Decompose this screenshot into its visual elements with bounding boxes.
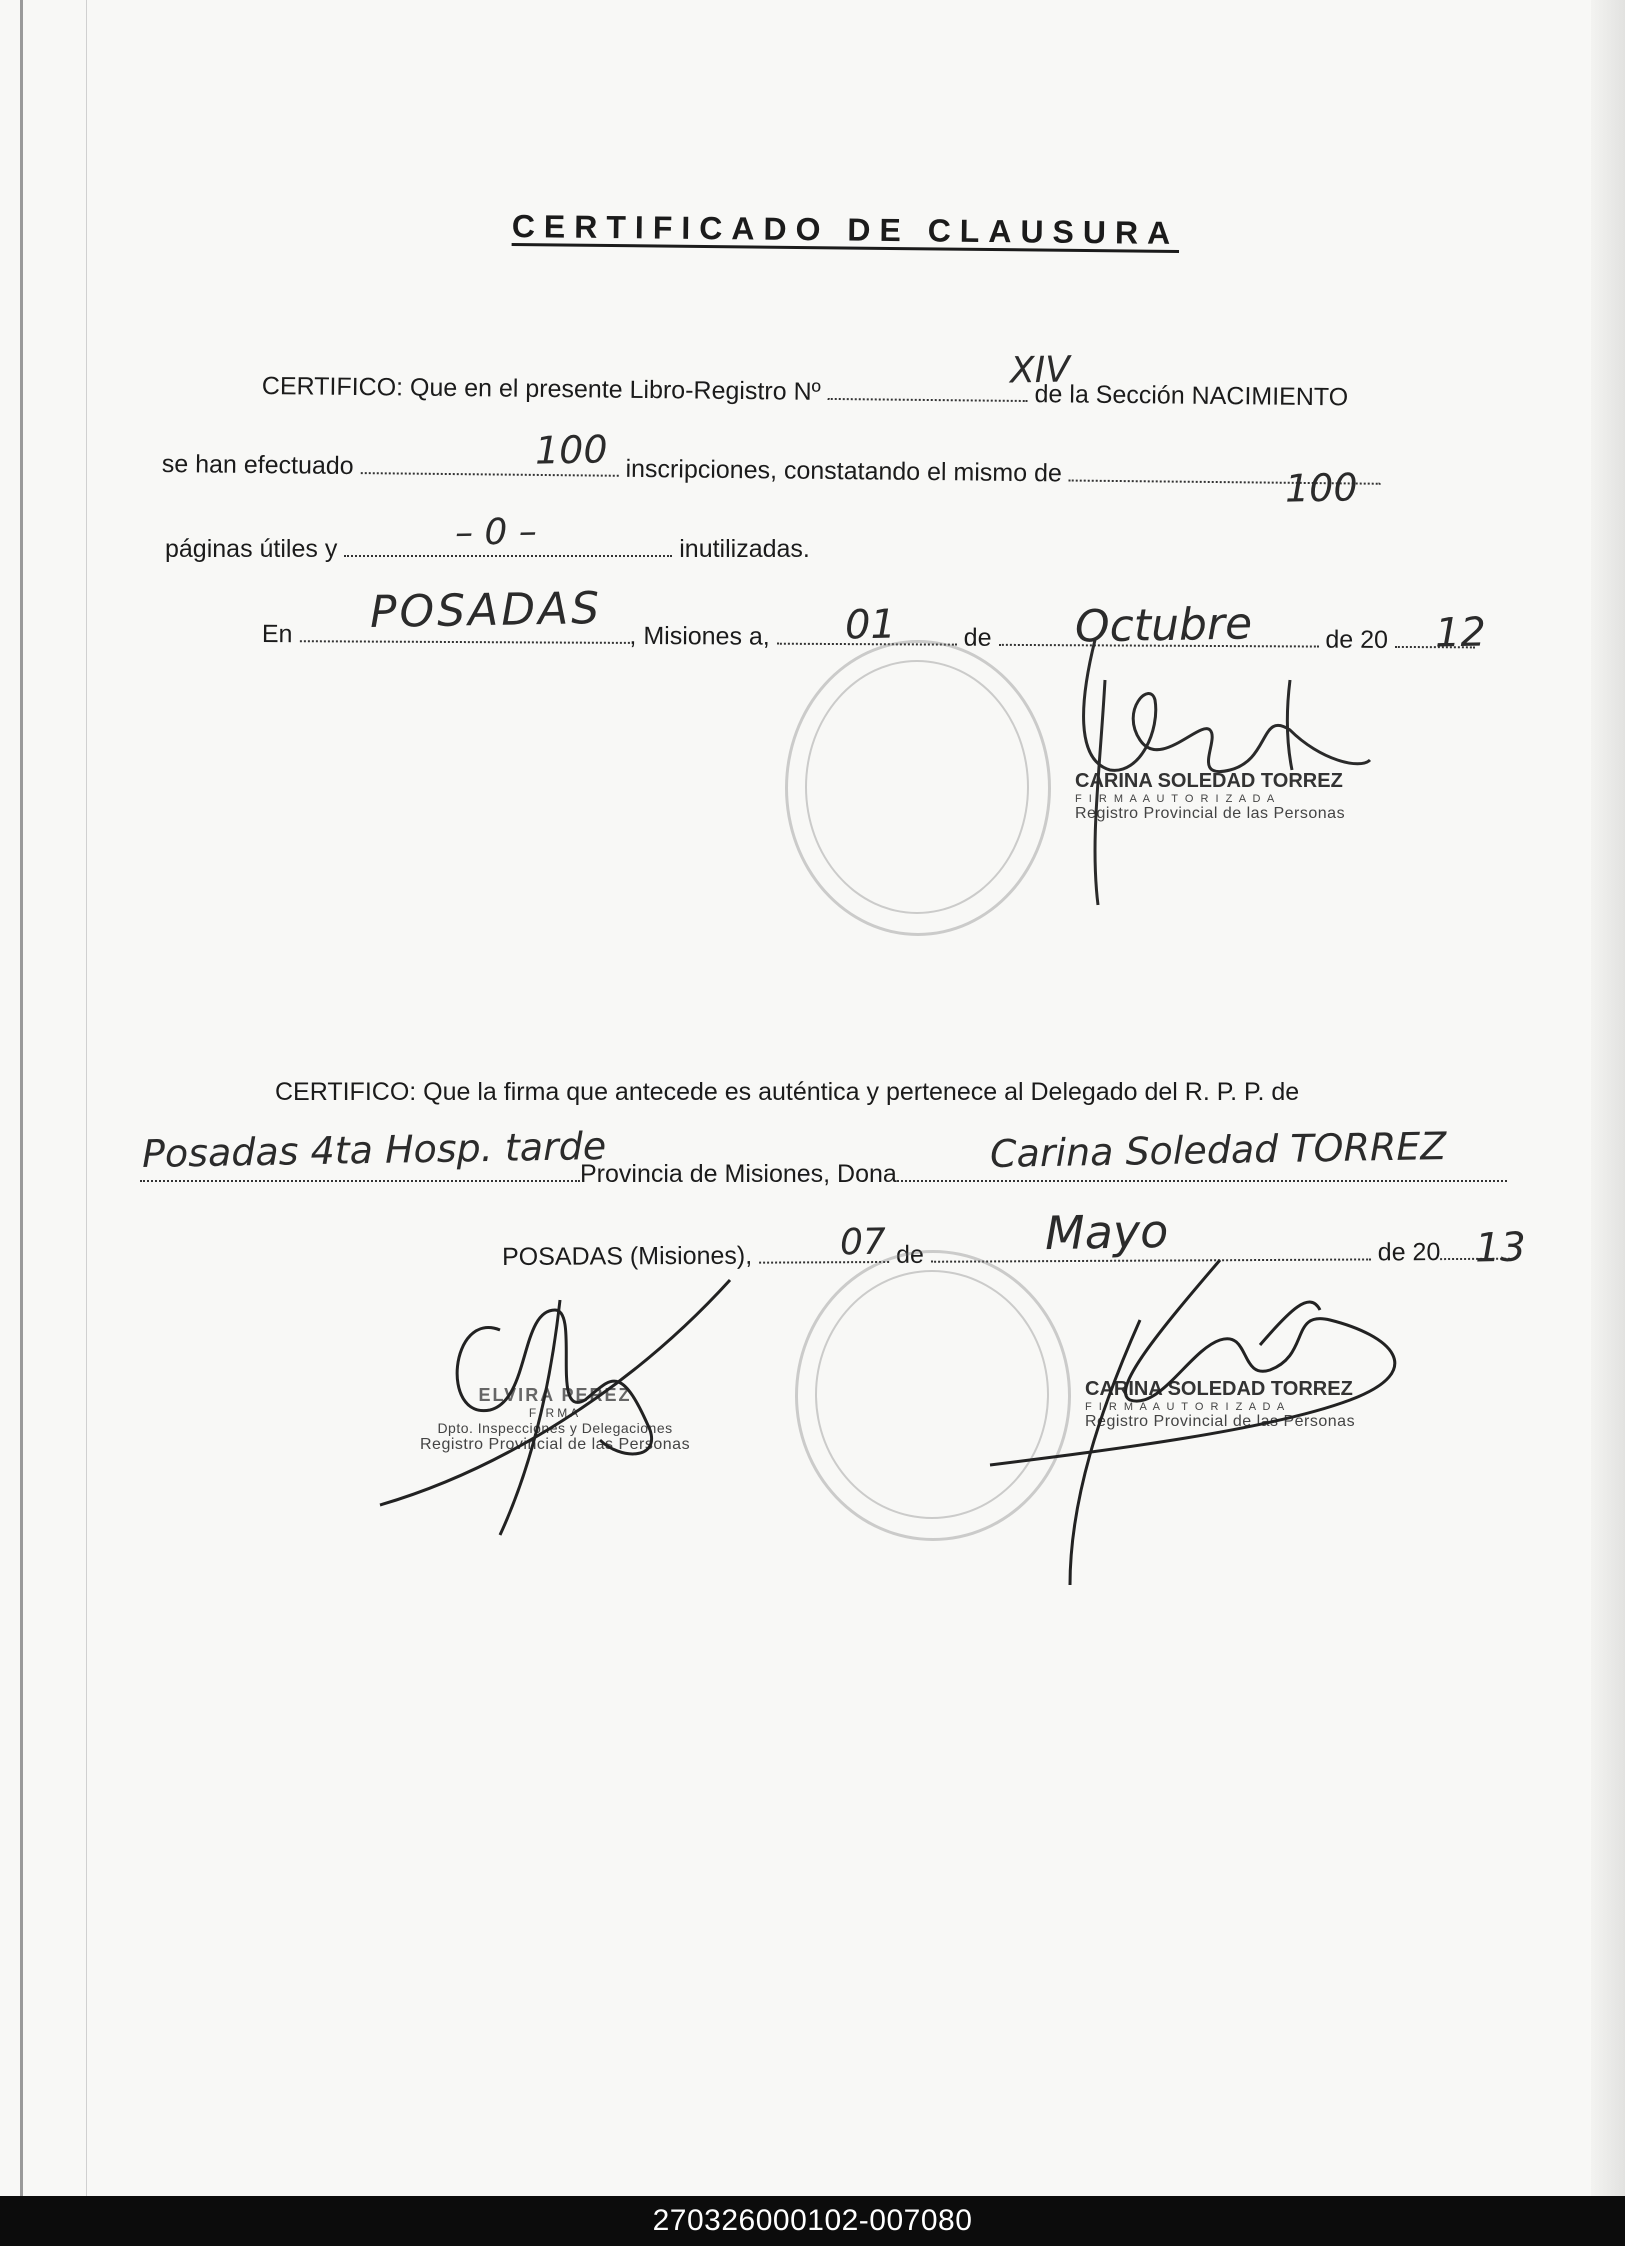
year2-handwritten: 13 [1474, 1224, 1527, 1272]
signature-3-scribble [380, 1270, 740, 1540]
delegation-handwritten: Posadas 4ta Hosp. tarde [141, 1123, 607, 1177]
pages-void-handwritten: – 0 – [454, 511, 538, 554]
pages-useful-handwritten: 100 [1284, 465, 1358, 511]
binding-line [20, 0, 23, 2196]
sig3-role: FIRMA [528, 1406, 582, 1420]
month2-handwritten: Mayo [1044, 1203, 1169, 1261]
cert1-line1-prefix: CERTIFICO: Que en el presente Libro-Registro Nº [261, 372, 821, 406]
year2-prefix: de 20 [1377, 1238, 1441, 1267]
place-prefix: En [261, 620, 293, 649]
misiones-a-label: , Misiones a, [629, 621, 770, 651]
sig1-name: CARINA SOLEDAD TORREZ [1075, 770, 1343, 792]
year1-prefix: de 20 [1325, 625, 1389, 654]
official-seal-inner-ring [805, 660, 1029, 914]
sig2-office: Registro Provincial de las Personas [1085, 1413, 1356, 1430]
provincia-label: Provincia de Misiones, Don [580, 1160, 883, 1188]
cert1-line3-suffix: inutilizadas. [679, 535, 810, 563]
sig3-office-line1: Dpto. Inspecciones y Delegaciones [437, 1420, 673, 1436]
cert1-line1 [262, 372, 1349, 412]
cert1-line2-prefix: se han efectuado [161, 450, 354, 481]
cert1-line1-suffix: de la Sección NACIMIENTO [1034, 380, 1349, 412]
year1-handwritten: 12 [1434, 609, 1487, 657]
de2-label: de [895, 1240, 924, 1269]
document-id-footer: 270326000102-007080 [0, 2196, 1625, 2246]
cert1-line2-middle: inscripciones, constatando el mismo de [625, 454, 1063, 488]
book-number-handwritten: XIV [1009, 349, 1071, 392]
sig2-name: CARINA SOLEDAD TORREZ [1085, 1378, 1353, 1400]
sig1-role: F I R M A A U T O R I Z A D A [1075, 793, 1277, 805]
dona-suffix: a [882, 1160, 897, 1188]
month1-handwritten: Octubre [1074, 598, 1253, 653]
page-edge-shadow [1591, 0, 1625, 2196]
sig3-name: ELVIRA PEREZ [478, 1385, 632, 1405]
signature-1-scribble [1060, 620, 1380, 910]
city-prefix: POSADAS (Misiones), [502, 1241, 753, 1271]
cert1-line2 [162, 450, 1381, 492]
margin-line [86, 0, 87, 2196]
sig2-role: F I R M A A U T O R I Z A D A [1085, 1401, 1287, 1413]
sig3-office-line2: Registro Provincial de las Personas [420, 1436, 691, 1453]
person-handwritten: Carina Soledad TORREZ [989, 1124, 1447, 1176]
day1-handwritten: 01 [844, 601, 897, 649]
inscriptions-handwritten: 100 [534, 427, 608, 473]
de1-label: de [963, 623, 992, 652]
sig1-office: Registro Provincial de las Personas [1075, 805, 1346, 822]
document-title: CERTIFICADO DE CLAUSURA [511, 208, 1180, 251]
book-number-field [828, 380, 1028, 402]
signature-2-scribble [990, 1250, 1430, 1590]
cert1-line3-prefix: páginas útiles y [165, 535, 338, 563]
day2-handwritten: 07 [839, 1221, 887, 1264]
place-handwritten: POSADAS [369, 582, 603, 639]
cert2-line1: CERTIFICO: Que la firma que antecede es auténtica y pertenece al Delegado del R. P. P. de [275, 1078, 1300, 1106]
